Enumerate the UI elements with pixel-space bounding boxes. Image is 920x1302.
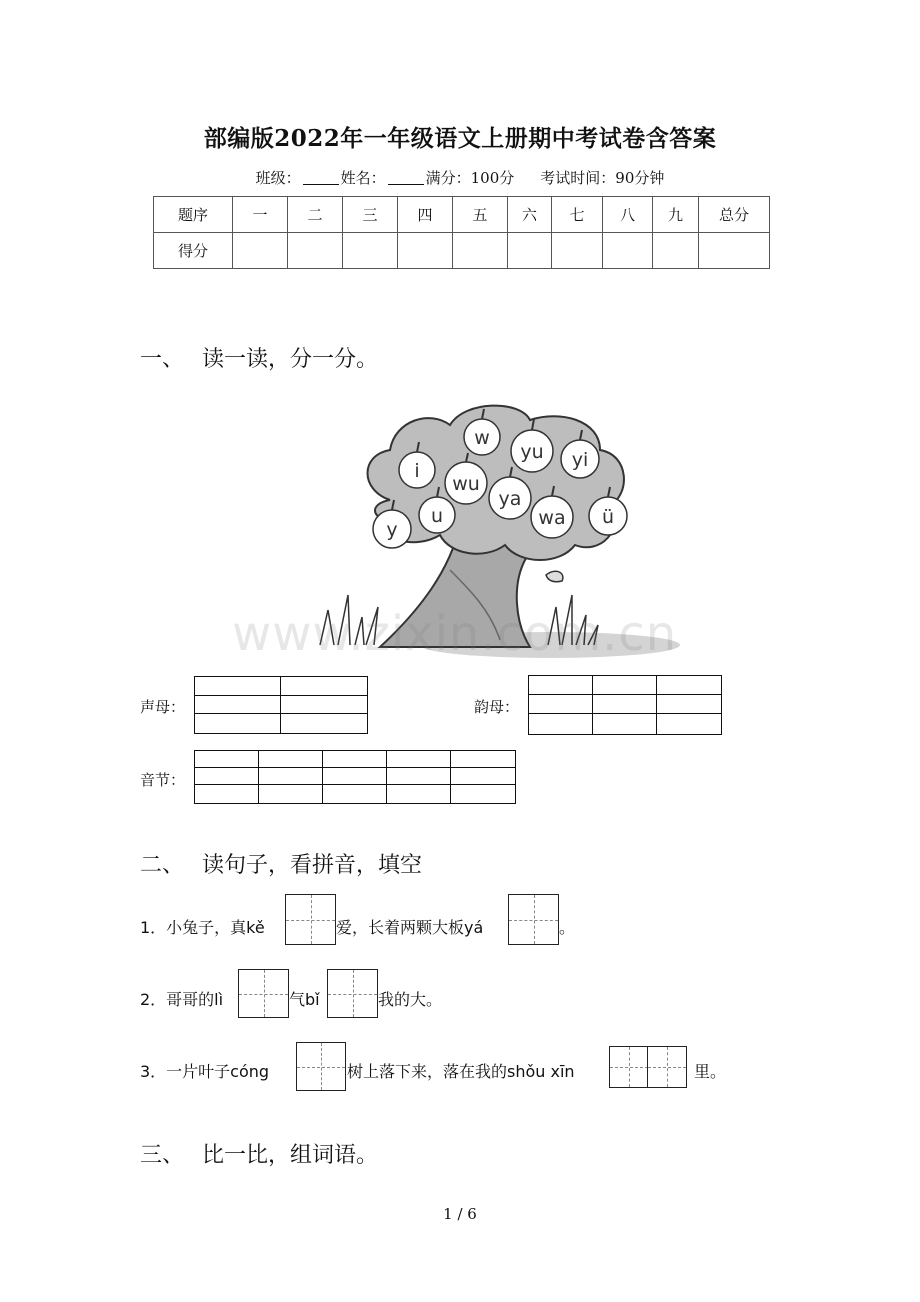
watermark: www.zixin.com.cn: [232, 606, 678, 662]
table-cell: 总分: [699, 197, 770, 233]
q2-part-c: 我的大。: [378, 990, 443, 1009]
table-cell: 八: [603, 197, 653, 233]
score-input-cell[interactable]: [343, 233, 398, 269]
score-input-cell[interactable]: [453, 233, 508, 269]
section-title: 读句子，看拼音，填空: [202, 853, 423, 878]
exam-info-line: [0, 167, 920, 188]
yunmu-grid[interactable]: [528, 675, 722, 735]
tianzige-box[interactable]: [327, 969, 378, 1018]
score-input-cell[interactable]: [603, 233, 653, 269]
score-input-cell[interactable]: [552, 233, 603, 269]
shengmu-grid[interactable]: [194, 676, 368, 734]
class-blank[interactable]: [303, 170, 339, 185]
table-cell: 一: [233, 197, 288, 233]
table-cell: 九: [653, 197, 699, 233]
apple-label: y: [386, 519, 398, 541]
tianzige-box[interactable]: [238, 969, 289, 1018]
q1-part-c: 。: [559, 918, 576, 937]
exam-time: 考试时间：90分钟: [540, 169, 665, 187]
q2-part-b: 气bǐ: [289, 990, 320, 1009]
yinjie-label: 音节：: [140, 771, 186, 789]
apple-label: u: [430, 505, 444, 527]
score-input-cell[interactable]: [398, 233, 453, 269]
section-title: 读一读，分一分。: [202, 347, 379, 372]
section-2-heading: [140, 848, 422, 879]
apple-label: ü: [601, 506, 615, 528]
score-table-header-row: [154, 197, 770, 233]
q3-part-b: 树上落下来，落在我的shǒu xīn: [347, 1062, 575, 1081]
q1-part-b: 爱，长着两颗大板yá: [336, 918, 484, 937]
tianzige-box[interactable]: [647, 1046, 687, 1088]
section-number: 二、: [140, 853, 185, 878]
score-table-score-row: [154, 233, 770, 269]
table-cell: 三: [343, 197, 398, 233]
tianzige-box[interactable]: [508, 894, 559, 945]
table-cell: 七: [552, 197, 603, 233]
tianzige-box[interactable]: [609, 1046, 649, 1088]
apple-label: wa: [538, 507, 566, 529]
name-label: 姓名：: [340, 169, 386, 187]
score-input-cell[interactable]: [288, 233, 343, 269]
score-input-cell[interactable]: [653, 233, 699, 269]
score-table: [153, 196, 770, 269]
table-cell: 得分: [154, 233, 233, 269]
section-number: 一、: [140, 347, 185, 372]
score-input-cell[interactable]: [233, 233, 288, 269]
table-cell: 四: [398, 197, 453, 233]
q3-part-c: 里。: [694, 1062, 727, 1081]
table-cell: 五: [453, 197, 508, 233]
yunmu-label: 韵母：: [474, 698, 520, 716]
apple-label: ya: [498, 488, 522, 510]
table-cell: 六: [508, 197, 552, 233]
q1-part-a: 1．小兔子，真kě: [140, 918, 265, 937]
apple-label: w: [474, 427, 490, 449]
class-label: 班级：: [255, 169, 301, 187]
apple-label: i: [414, 460, 420, 482]
shengmu-label: 声母：: [140, 698, 186, 716]
table-cell: 题序: [154, 197, 233, 233]
yinjie-grid[interactable]: [194, 750, 516, 804]
apple-label: yi: [571, 449, 589, 471]
tianzige-box[interactable]: [285, 894, 336, 945]
q2-part-a: 2．哥哥的lì: [140, 990, 224, 1009]
page-number: 1 / 6: [443, 1205, 477, 1223]
section-number: 三、: [140, 1143, 185, 1168]
apple-label: wu: [452, 473, 480, 495]
score-input-cell[interactable]: [699, 233, 770, 269]
table-cell: 二: [288, 197, 343, 233]
full-score: 满分：100分: [425, 169, 515, 187]
page-title: 部编版2022年一年级语文上册期中考试卷含答案: [203, 125, 717, 152]
score-input-cell[interactable]: [508, 233, 552, 269]
tianzige-box[interactable]: [296, 1042, 346, 1091]
apple-label: yu: [520, 441, 544, 463]
section-3-heading: [140, 1138, 378, 1169]
section-title: 比一比，组词语。: [202, 1143, 379, 1168]
section-1-heading: [140, 342, 378, 373]
q3-part-a: 3．一片叶子cóng: [140, 1062, 270, 1081]
name-blank[interactable]: [388, 170, 424, 185]
